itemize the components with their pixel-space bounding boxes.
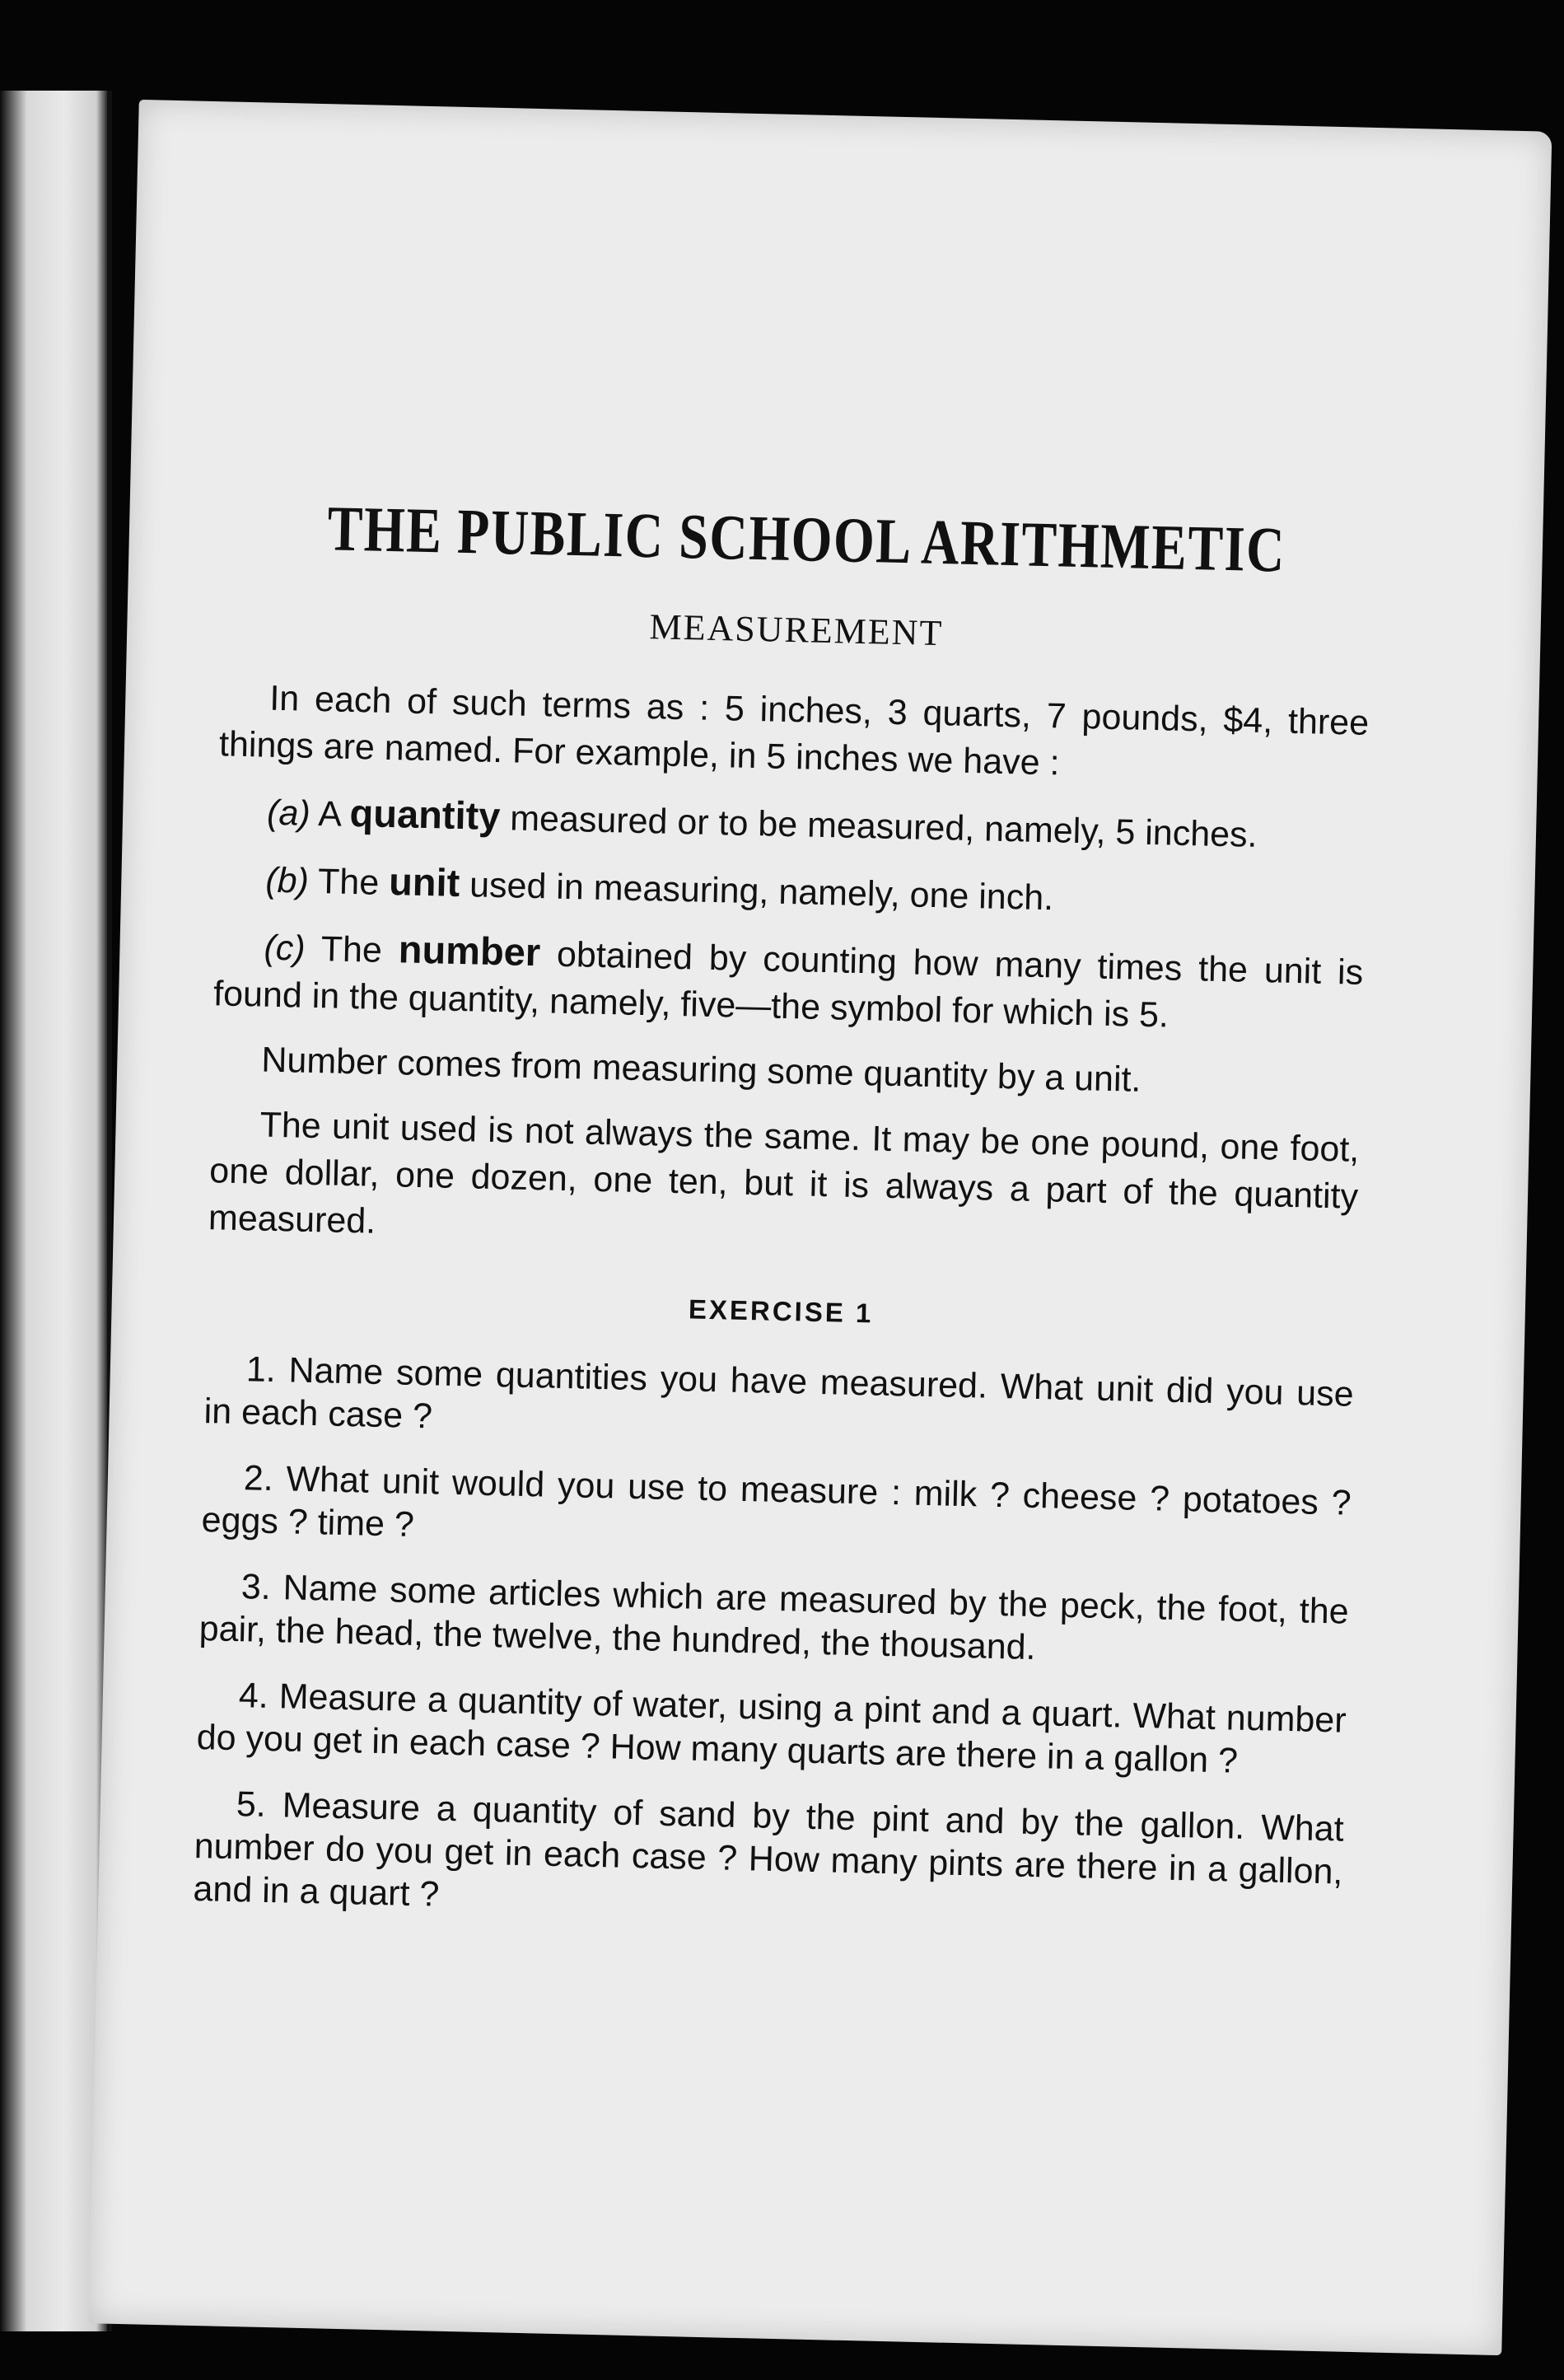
question-3 bbox=[198, 1564, 1349, 1676]
item-b-label: (b) bbox=[264, 860, 310, 901]
item-b-pre: The bbox=[317, 862, 380, 903]
item-c-label: (c) bbox=[263, 928, 306, 969]
question-text: Measure a quantity of water, using a pint and a quart. What number do you get in each case ? How many quarts are there in a gallon ? bbox=[196, 1676, 1347, 1781]
unit-note: The unit used is not always the same. It may be one pound, one foot, one dollar, one dozen, one ten, but it is always a part of the quantity measured. bbox=[208, 1105, 1360, 1241]
item-c-term: number bbox=[398, 927, 541, 975]
item-a-text: measured or to be measured, namely, 5 inches. bbox=[509, 798, 1258, 855]
question-text: Name some quantities you have measured. What unit did you use in each case ? bbox=[203, 1350, 1355, 1437]
item-c bbox=[213, 921, 1364, 1044]
question-number: 2. bbox=[243, 1458, 274, 1499]
question-number: 5. bbox=[236, 1784, 267, 1825]
item-b bbox=[216, 853, 1366, 929]
question-1 bbox=[203, 1347, 1354, 1459]
item-a-term: quantity bbox=[349, 790, 502, 839]
item-a-pre: A bbox=[317, 794, 341, 835]
item-c-pre: The bbox=[320, 929, 383, 970]
exercise-heading: EXERCISE 1 bbox=[688, 1293, 874, 1329]
item-a-label: (a) bbox=[266, 793, 311, 834]
item-c-text: obtained by counting how many times the unit is found in the quantity, namely, five—the symbol for which is 5. bbox=[212, 934, 1364, 1036]
page-content bbox=[192, 489, 1373, 1959]
book-page bbox=[89, 100, 1552, 2355]
previous-page-edge bbox=[0, 91, 112, 2331]
question-number: 1. bbox=[245, 1349, 277, 1391]
question-4 bbox=[196, 1673, 1347, 1785]
question-5 bbox=[193, 1782, 1344, 1937]
item-b-term: unit bbox=[388, 859, 460, 905]
intro-paragraph: In each of such terms as : 5 inches, 3 quarts, 7 pounds, $4, three things are named. For example, in 5 inches we have : bbox=[218, 678, 1370, 783]
question-text: What unit would you use to measure : milk ? cheese ? potatoes ? eggs ? time ? bbox=[201, 1459, 1352, 1545]
item-a bbox=[217, 786, 1367, 862]
book-title: THE PUBLIC SCHOOL ARITHMETIC bbox=[326, 492, 1287, 586]
question-number: 3. bbox=[240, 1567, 272, 1607]
question-number: 4. bbox=[238, 1676, 269, 1716]
section-title: MEASUREMENT bbox=[648, 606, 944, 654]
question-2 bbox=[201, 1456, 1352, 1568]
question-text: Name some articles which are measured by the peck, the foot, the pair, the head, the twelve, the hundred, the thousand. bbox=[198, 1568, 1350, 1668]
question-text: Measure a quantity of sand by the pint and by the gallon. What number do you get in each case ? How many pints are there in a gallon, and in a quart ? bbox=[193, 1785, 1345, 1915]
item-b-text: used in measuring, namely, one inch. bbox=[469, 865, 1054, 919]
number-statement: Number comes from measuring some quantity by a unit. bbox=[260, 1040, 1141, 1100]
